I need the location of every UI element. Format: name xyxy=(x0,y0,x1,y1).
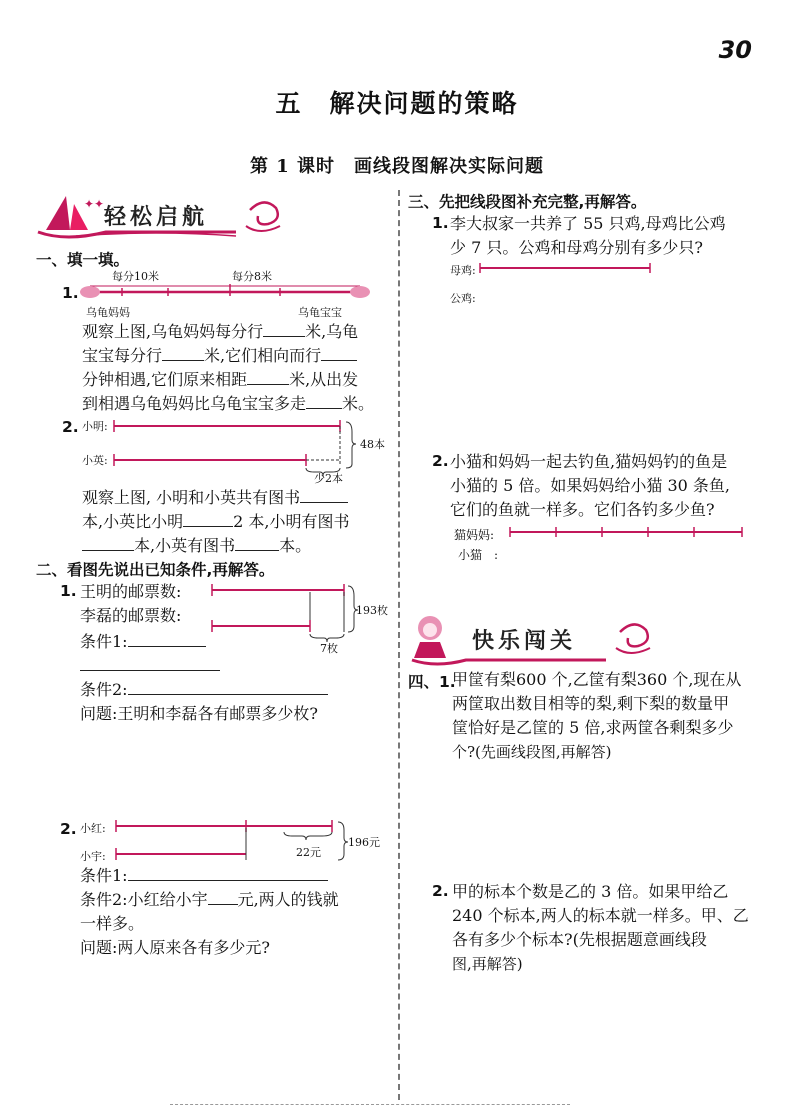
label-mother-speed: 每分10米 xyxy=(112,270,159,283)
sec4-q2-line4: 图,再解答) xyxy=(452,955,523,973)
answer-blank[interactable] xyxy=(300,488,348,503)
column-divider xyxy=(398,190,400,1100)
logo-kuaile-chuangguan xyxy=(406,612,666,668)
sec4-q2-line3: 各有多少个标本?(先根据题意画线段 xyxy=(452,930,707,949)
condition-label: 条件2: xyxy=(80,680,128,699)
question-number: 2. xyxy=(432,452,449,470)
section-3-heading: 三、先把线段图补充完整,再解答。 xyxy=(408,193,647,211)
label-wangming: 王明的邮票数: xyxy=(80,582,182,601)
label-xiaoying: 小英: xyxy=(82,454,108,467)
q1-line: 到相遇乌龟妈妈比乌龟宝宝多走 xyxy=(82,394,307,413)
q1-diagram xyxy=(60,268,390,319)
answer-blank[interactable] xyxy=(82,536,134,551)
condition-label: 元,两人的钱就 xyxy=(237,890,339,909)
q2-line: 观察上图, 小明和小英共有图书 xyxy=(82,488,301,507)
answer-blank[interactable] xyxy=(128,632,206,647)
sec4-q1-line1: 甲筐有梨600 个,乙筐有梨360 个,现在从 xyxy=(452,670,742,689)
label-cat-mom: 猫妈妈: xyxy=(454,528,495,542)
label-diff-22: 22元 xyxy=(296,846,321,859)
sec3-q2-line2: 小猫的 5 倍。如果妈妈给小猫 30 条鱼, xyxy=(450,476,730,495)
answer-blank[interactable] xyxy=(235,536,279,551)
sec3-q1-line1: 李大叔家一共养了 55 只鸡,母鸡比公鸡 xyxy=(450,214,726,233)
label-lilei: 李磊的邮票数: xyxy=(80,606,182,625)
page-number: 30 xyxy=(718,36,752,64)
sec3-q2-line3: 它们的鱼就一样多。它们各钓多少鱼? xyxy=(450,500,715,519)
condition-label: 条件1: xyxy=(80,866,128,885)
section-4-prefix: 四、1. xyxy=(408,673,456,691)
label-mother: 乌龟妈妈 xyxy=(86,306,130,319)
q2-text xyxy=(82,486,396,558)
answer-blank[interactable] xyxy=(128,680,328,695)
section-2-heading: 二、看图先说出已知条件,再解答。 xyxy=(36,561,275,579)
hen-segment-line xyxy=(478,260,658,276)
answer-blank[interactable] xyxy=(306,394,342,409)
label-baby: 乌龟宝宝 xyxy=(298,306,342,319)
label-xiaohong: 小红: xyxy=(80,822,106,835)
unit-title: 五 解决问题的策略 xyxy=(275,89,519,118)
label-xiaoyu: 小宇: xyxy=(80,850,106,863)
answer-blank[interactable] xyxy=(183,512,233,527)
sec3-q1-line2: 少 7 只。公鸡和母鸡分别有多少只? xyxy=(450,238,703,257)
answer-blank[interactable] xyxy=(247,370,289,385)
q1-line: 米。 xyxy=(342,394,375,413)
label-xiaoming: 小明: xyxy=(82,420,108,433)
label-less-2: 少2本 xyxy=(314,472,343,485)
question-number: 2. xyxy=(432,882,449,900)
question-number: 1. xyxy=(432,214,449,232)
condition-label: 条件1: xyxy=(80,632,128,651)
logo-qingsong-qihang xyxy=(36,190,286,242)
sec4-q1-line3: 筐恰好是乙筐的 5 倍,求两筐各剩梨多少 xyxy=(452,718,734,737)
question-number: 2. xyxy=(62,418,79,436)
label-hen: 母鸡: xyxy=(450,264,476,277)
q2-line: 本,小英有图书 xyxy=(134,536,236,555)
question-number: 1. xyxy=(62,284,79,302)
condition-1 xyxy=(80,864,328,888)
label-kitten: 小猫 : xyxy=(458,548,499,562)
sec3-q2-line1: 小猫和妈妈一起去钓鱼,猫妈妈钓的鱼是 xyxy=(450,452,728,471)
q1-line: 米,从出发 xyxy=(289,370,359,389)
footer-line xyxy=(170,1104,570,1111)
question-text: 问题:两人原来各有多少元? xyxy=(80,938,270,957)
books-segment-diagram xyxy=(110,414,390,484)
svg-text:✦✦: ✦✦ xyxy=(84,197,105,211)
q1-line: 米,乌龟 xyxy=(305,322,359,341)
sec4-q2-line2: 240 个标本,两人的标本就一样多。甲、乙 xyxy=(452,906,749,925)
answer-blank[interactable] xyxy=(263,322,305,337)
turtle-segment-diagram xyxy=(80,280,380,302)
condition-2 xyxy=(80,678,328,702)
sec4-q2-line1: 甲的标本个数是乙的 3 倍。如果甲给乙 xyxy=(452,882,729,901)
answer-blank[interactable] xyxy=(128,866,328,881)
sec4-q1-line4: 个?(先画线段图,再解答) xyxy=(452,743,612,761)
q1-line: 米,它们相向而行 xyxy=(204,346,322,365)
q1-line: 宝宝每分行 xyxy=(82,346,163,365)
sec4-q1-line2: 两筐取出数目相等的梨,剩下梨的数量甲 xyxy=(452,694,730,713)
q1-text xyxy=(82,320,392,416)
q1-line: 分钟相遇,它们原来相距 xyxy=(82,370,248,389)
question-text: 问题:王明和李磊各有邮票多少枚? xyxy=(80,704,318,723)
label-baby-speed: 每分8米 xyxy=(232,270,272,283)
question-number: 2. xyxy=(60,820,77,838)
answer-blank[interactable] xyxy=(321,346,357,361)
lesson-title: 第 1 课时 画线段图解决实际问题 xyxy=(249,156,545,177)
q2-line: 本,小英比小明 xyxy=(82,512,184,531)
condition-label: 条件2:小红给小宇 xyxy=(80,890,208,909)
answer-blank[interactable] xyxy=(208,890,238,905)
label-total-193: 193枚 xyxy=(356,604,388,617)
condition-2 xyxy=(80,888,392,912)
section-1-heading: 一、填一填。 xyxy=(36,251,130,269)
label-total-48: 48本 xyxy=(360,438,385,451)
label-total-196: 196元 xyxy=(348,836,380,849)
logo-text: 快乐闯关 xyxy=(472,629,577,654)
turtle-icon xyxy=(350,286,370,298)
q2-diagram xyxy=(60,414,390,484)
condition-1 xyxy=(80,630,206,654)
turtle-icon xyxy=(80,286,100,298)
logo-text: 轻松启航 xyxy=(104,205,209,230)
q1-line: 观察上图,乌龟妈妈每分行 xyxy=(82,322,264,341)
answer-line[interactable] xyxy=(80,670,220,671)
label-rooster: 公鸡: xyxy=(450,292,476,305)
q2-line: 2 本,小明有图书 xyxy=(233,512,350,531)
cat-mom-segment-line xyxy=(508,524,748,540)
q2-line: 本。 xyxy=(279,536,312,555)
question-number: 1. xyxy=(60,582,77,600)
answer-blank[interactable] xyxy=(162,346,204,361)
label-diff-7: 7枚 xyxy=(320,642,338,655)
condition-2-cont: 一样多。 xyxy=(80,914,145,933)
